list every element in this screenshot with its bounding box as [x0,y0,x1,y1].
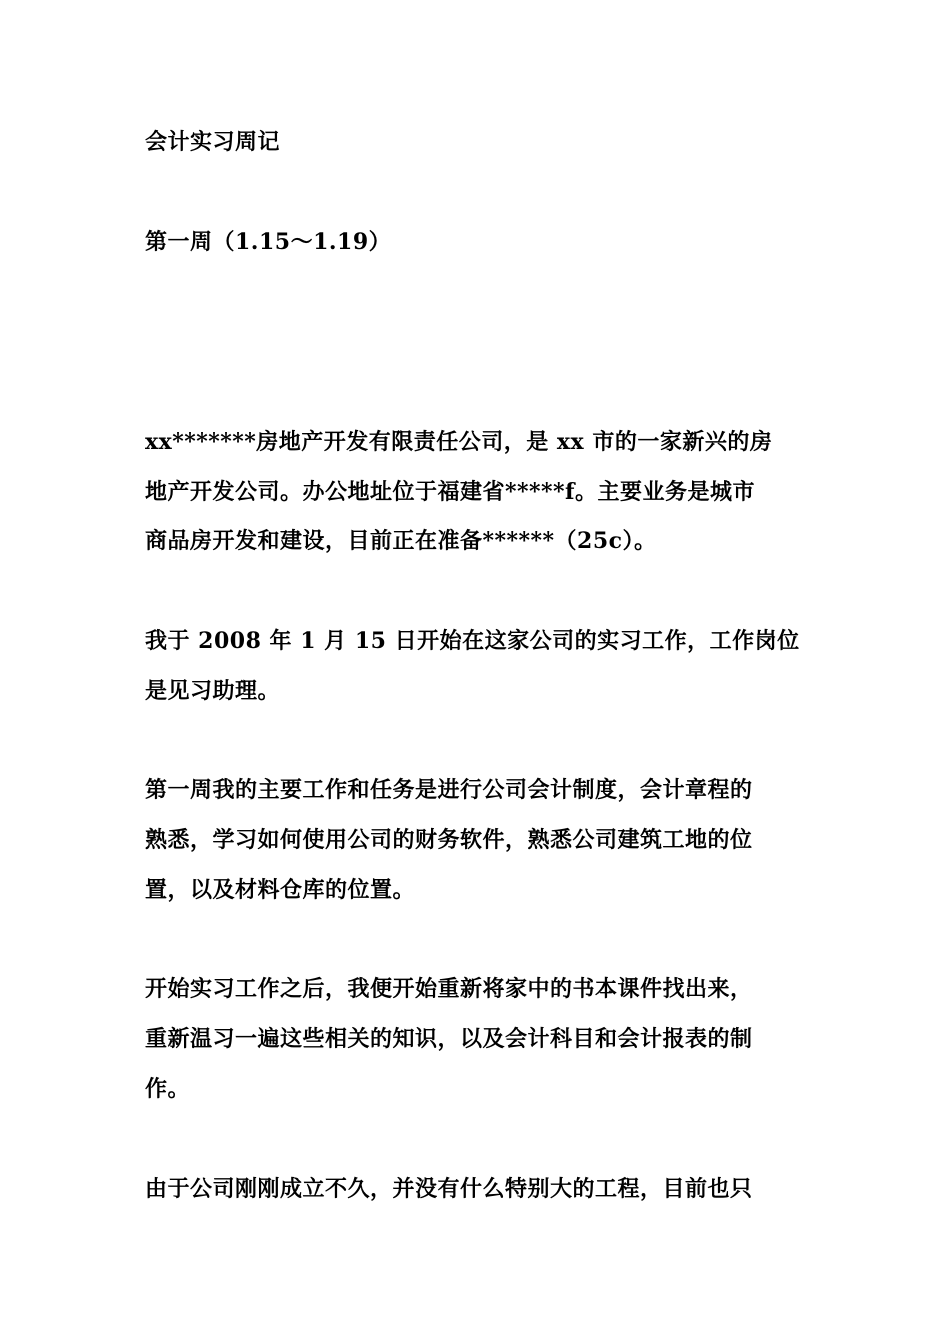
paragraph-line: 地产开发公司。办公地址位于福建省*****f。主要业务是城市 [145,479,755,505]
paragraph-line: 我于 2008 年 1 月 15 日开始在这家公司的实习工作，工作岗位 [145,628,800,654]
paragraph-line: 置，以及材料仓库的位置。 [145,877,416,903]
document-title: 会计实习周记 [145,129,281,155]
paragraph-line: 商品房开发和建设，目前正在准备******（25c）。 [145,528,657,554]
paragraph-line: 由于公司刚刚成立不久，并没有什么特别大的工程，目前也只 [145,1176,753,1202]
paragraph-line: 第一周我的主要工作和任务是进行公司会计制度，会计章程的 [145,777,753,803]
paragraph-line: 作。 [145,1076,191,1102]
week-heading: 第一周（1.15～1.19） [145,229,392,255]
paragraph-line: 是见习助理。 [145,678,281,704]
paragraph-line: 熟悉，学习如何使用公司的财务软件，熟悉公司建筑工地的位 [145,827,753,853]
paragraph-line: xx*******房地产开发有限责任公司，是 xx 市的一家新兴的房 [145,429,773,455]
paragraph-line: 重新温习一遍这些相关的知识，以及会计科目和会计报表的制 [145,1026,753,1052]
paragraph-line: 开始实习工作之后，我便开始重新将家中的书本课件找出来， [145,976,753,1002]
